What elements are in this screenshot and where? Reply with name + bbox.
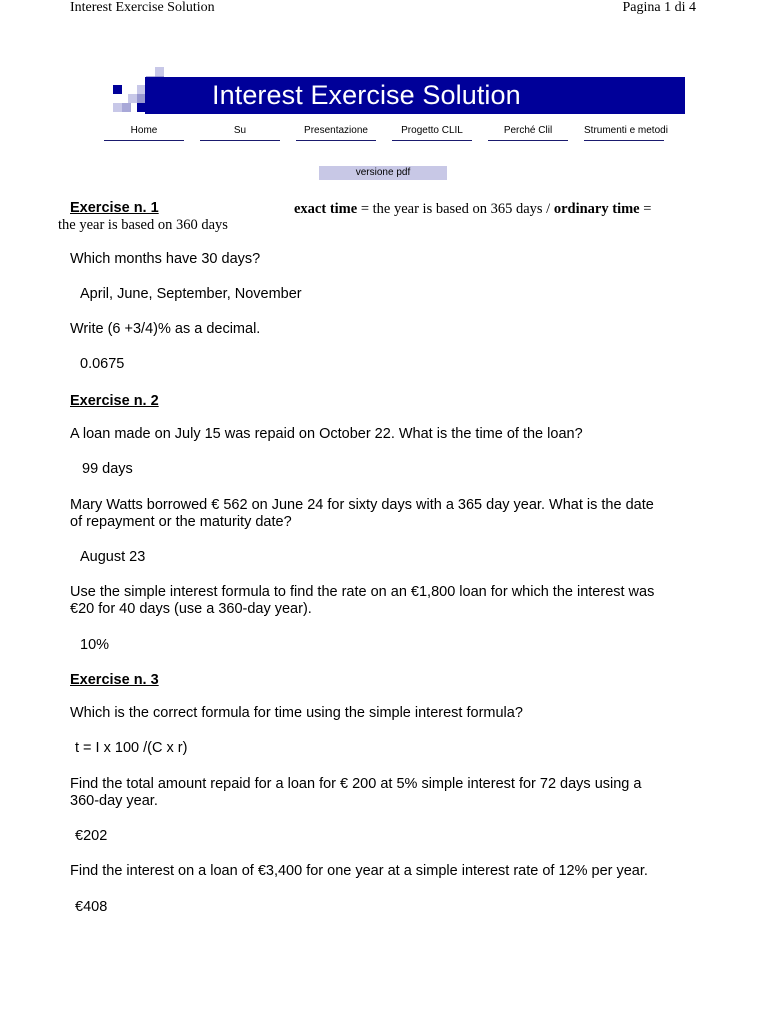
nav-progetto-clil[interactable]: Progetto CLIL xyxy=(392,124,472,141)
ex1-answer-2: 0.0675 xyxy=(80,356,125,372)
ex2-question-3-line2: €20 for 40 days (use a 360-day year). xyxy=(70,601,312,617)
ex3-question-3: Find the interest on a loan of €3,400 for one year at a simple interest rate of 12% per year. xyxy=(70,863,648,879)
ex3-answer-2: €202 xyxy=(75,828,108,844)
time-definition-note xyxy=(294,201,651,218)
ex3-question-1: Which is the correct formula for time using the simple interest formula? xyxy=(70,705,523,721)
print-header-title: Interest Exercise Solution xyxy=(70,0,215,15)
ex3-answer-3: €408 xyxy=(75,899,108,915)
nav-home[interactable]: Home xyxy=(104,124,184,141)
ex2-answer-3: 10% xyxy=(80,637,110,653)
exact-time-label: exact time xyxy=(294,201,358,217)
ordinary-time-text: the year is based on 360 days xyxy=(58,217,228,233)
exercise-2-title: Exercise n. 2 xyxy=(70,393,159,409)
exact-time-text: = the year is based on 365 days / xyxy=(357,201,554,217)
exercise-3-title: Exercise n. 3 xyxy=(70,672,159,688)
ex1-question-1: Which months have 30 days? xyxy=(70,251,261,267)
ordinary-time-equals: = xyxy=(639,201,652,217)
ex2-answer-1: 99 days xyxy=(82,461,133,477)
ex3-question-2-line2: 360-day year. xyxy=(70,793,158,809)
nav-perche-clil[interactable]: Perché Clil xyxy=(488,124,568,141)
ex2-question-1: A loan made on July 15 was repaid on October 22. What is the time of the loan? xyxy=(70,426,583,442)
banner-title: Interest Exercise Solution xyxy=(212,80,521,110)
page-indicator: Pagina 1 di 4 xyxy=(622,0,696,15)
ex2-question-2-line1: Mary Watts borrowed € 562 on June 24 for sixty days with a 365 day year. What is the date xyxy=(70,497,654,513)
ex2-question-2-line2: of repayment or the maturity date? xyxy=(70,514,292,530)
nav-su[interactable]: Su xyxy=(200,124,280,141)
ex1-answer-1: April, June, September, November xyxy=(80,286,302,302)
ex2-answer-2: August 23 xyxy=(80,549,146,565)
ex3-question-2-line1: Find the total amount repaid for a loan for € 200 at 5% simple interest for 72 days using a xyxy=(70,776,642,792)
ex3-answer-1: t = I x 100 /(C x r) xyxy=(75,740,188,756)
ex2-question-3-line1: Use the simple interest formula to find the rate on an €1,800 loan for which the interest was xyxy=(70,584,655,600)
ordinary-time-label: ordinary time xyxy=(553,201,640,217)
exercise-1-title: Exercise n. 1 xyxy=(70,200,159,216)
title-banner xyxy=(145,77,685,114)
nav-presentazione[interactable]: Presentazione xyxy=(296,124,376,141)
nav-strumenti-metodi[interactable]: Strumenti e metodi xyxy=(584,124,664,141)
pdf-version-button[interactable]: versione pdf xyxy=(319,166,447,180)
ex1-question-2: Write (6 +3/4)% as a decimal. xyxy=(70,321,261,337)
